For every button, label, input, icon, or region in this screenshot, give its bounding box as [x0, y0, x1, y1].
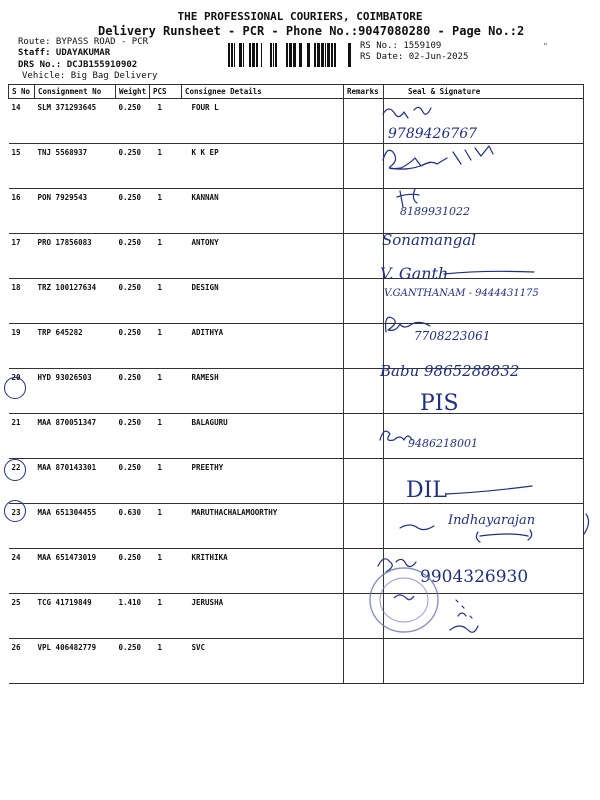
cell-weight: 0.630 — [116, 504, 150, 549]
signature-row-20 — [379, 362, 519, 380]
signature-row-26 — [450, 600, 478, 632]
cell-consignee: FOUR L — [182, 99, 344, 144]
cell-weight: 0.250 — [116, 144, 150, 189]
cell-sno: 14 — [9, 99, 35, 144]
cell-consignee: KRITHIKA — [182, 549, 344, 594]
vehicle-info: Vehicle: Big Bag Delivery — [22, 71, 158, 81]
cell-consignment: SLM 371293645 — [35, 99, 116, 144]
col-consignment: Consignment No — [35, 85, 116, 99]
svg-text:8189931022: 8189931022 — [400, 205, 470, 218]
signature-row-19 — [386, 317, 491, 343]
col-signature: Seal & Signature — [384, 85, 584, 99]
signature-row-16 — [397, 189, 470, 218]
col-remarks: Remarks — [344, 85, 384, 99]
cell-consignee: ANTONY — [182, 234, 344, 279]
cell-consignment: MAA 651304455 — [35, 504, 116, 549]
signature-row-18 — [380, 264, 539, 299]
cell-pcs: 1 — [150, 369, 182, 414]
rs-date: RS Date: 02-Jun-2025 — [360, 52, 469, 62]
svg-text:DIL: DIL — [406, 478, 447, 503]
cell-consignee: BALAGURU — [182, 414, 344, 459]
sheet-title: Delivery Runsheet - PCR - Phone No.:9047080280 - Page No.:2 — [98, 24, 525, 38]
svg-text:PIS: PIS — [420, 391, 459, 416]
cell-pcs: 1 — [150, 234, 182, 279]
col-consignee: Consignee Details — [182, 85, 344, 99]
cell-sno: 15 — [9, 144, 35, 189]
official-stamp — [370, 568, 438, 632]
svg-text:7708223061: 7708223061 — [414, 329, 491, 343]
svg-text:9486218001: 9486218001 — [408, 437, 478, 450]
cell-weight: 0.250 — [116, 279, 150, 324]
cell-consignment: TNJ 5568937 — [35, 144, 116, 189]
cell-pcs: 1 — [150, 549, 182, 594]
svg-text:Babu 9865288832: Babu 9865288832 — [380, 362, 520, 380]
cell-sno: 25 — [9, 594, 35, 639]
cell-pcs: 1 — [150, 459, 182, 504]
col-pcs: PCS — [150, 85, 182, 99]
cell-sno: 20 — [9, 369, 35, 414]
cell-consignee: KANNAN — [182, 189, 344, 234]
cell-sno: 17 — [9, 234, 35, 279]
cell-consignment: MAA 870143301 — [35, 459, 116, 504]
cell-consignee: ADITHYA — [182, 324, 344, 369]
cell-consignment: TCG 41719849 — [35, 594, 116, 639]
cell-weight: 0.250 — [116, 369, 150, 414]
cell-sno: 18 — [9, 279, 35, 324]
signature-row-14 — [383, 107, 477, 142]
cell-consignment: PRO 17856083 — [35, 234, 116, 279]
signature-row-25 — [378, 559, 528, 587]
cell-pcs: 1 — [150, 324, 182, 369]
cell-weight: 0.250 — [116, 639, 150, 684]
cell-pcs: 1 — [150, 144, 182, 189]
cell-pcs: 1 — [150, 279, 182, 324]
cell-sno: 16 — [9, 189, 35, 234]
cell-consignee: K K EP — [182, 144, 344, 189]
cell-sno: 26 — [9, 639, 35, 684]
signature-row-15 — [383, 146, 493, 169]
cell-consignment: TRP 645282 — [35, 324, 116, 369]
cell-consignee: RAMESH — [182, 369, 344, 414]
cell-weight: 1.410 — [116, 594, 150, 639]
cell-weight: 0.250 — [116, 99, 150, 144]
svg-text:Sonamangal: Sonamangal — [382, 231, 477, 249]
cell-consignment: MAA 651473019 — [35, 549, 116, 594]
cell-consignee: DESIGN — [182, 279, 344, 324]
cell-weight: 0.250 — [116, 234, 150, 279]
cell-consignee: PREETHY — [182, 459, 344, 504]
stray-mark: " — [543, 42, 548, 51]
svg-text:V.GANTHANAM - 9444431175: V.GANTHANAM - 9444431175 — [384, 288, 539, 299]
company-name: THE PROFESSIONAL COURIERS, COIMBATORE — [177, 10, 423, 23]
signature-row-17 — [382, 231, 476, 249]
cell-pcs: 1 — [150, 414, 182, 459]
cell-sno: 21 — [9, 414, 35, 459]
rs-number: RS No.: 1559109 — [360, 41, 442, 51]
cell-consignee: MARUTHACHALAMOORTHY — [182, 504, 344, 549]
cell-pcs: 1 — [150, 99, 182, 144]
cell-pcs: 1 — [150, 504, 182, 549]
svg-text:9904326930: 9904326930 — [420, 567, 529, 587]
svg-text:9789426767: 9789426767 — [388, 126, 478, 142]
cell-consignment: VPL 406482779 — [35, 639, 116, 684]
cell-sno: 24 — [9, 549, 35, 594]
cell-consignee: SVC — [182, 639, 344, 684]
col-weight: Weight — [116, 85, 150, 99]
cell-weight: 0.250 — [116, 324, 150, 369]
cell-pcs: 1 — [150, 189, 182, 234]
signature-row-22 — [380, 431, 478, 450]
route-info: Route: BYPASS ROAD - PCR — [18, 37, 149, 47]
cell-sno: 22 — [9, 459, 35, 504]
cell-consignment: PON 7929543 — [35, 189, 116, 234]
cell-weight: 0.250 — [116, 549, 150, 594]
drs-number: DRS No.: DCJB155910902 — [18, 60, 138, 70]
staff-info: Staff: UDAYAKUMAR — [18, 48, 111, 58]
cell-consignee: JERUSHA — [182, 594, 344, 639]
signature-row-23 — [406, 478, 532, 503]
cell-weight: 0.250 — [116, 414, 150, 459]
signature-row-24 — [400, 513, 589, 542]
svg-text:Indhayarajan: Indhayarajan — [448, 513, 536, 528]
cell-consignment: MAA 870051347 — [35, 414, 116, 459]
cell-pcs: 1 — [150, 594, 182, 639]
col-sno: S No — [9, 85, 35, 99]
cell-weight: 0.250 — [116, 189, 150, 234]
cell-weight: 0.250 — [116, 459, 150, 504]
cell-consignment: HYD 93026503 — [35, 369, 116, 414]
svg-text:V. Ganth: V. Ganth — [380, 264, 449, 283]
signature-row-21 — [420, 391, 459, 416]
cell-sno: 19 — [9, 324, 35, 369]
cell-consignment: TRZ 100127634 — [35, 279, 116, 324]
cell-sno: 23 — [9, 504, 35, 549]
cell-pcs: 1 — [150, 639, 182, 684]
